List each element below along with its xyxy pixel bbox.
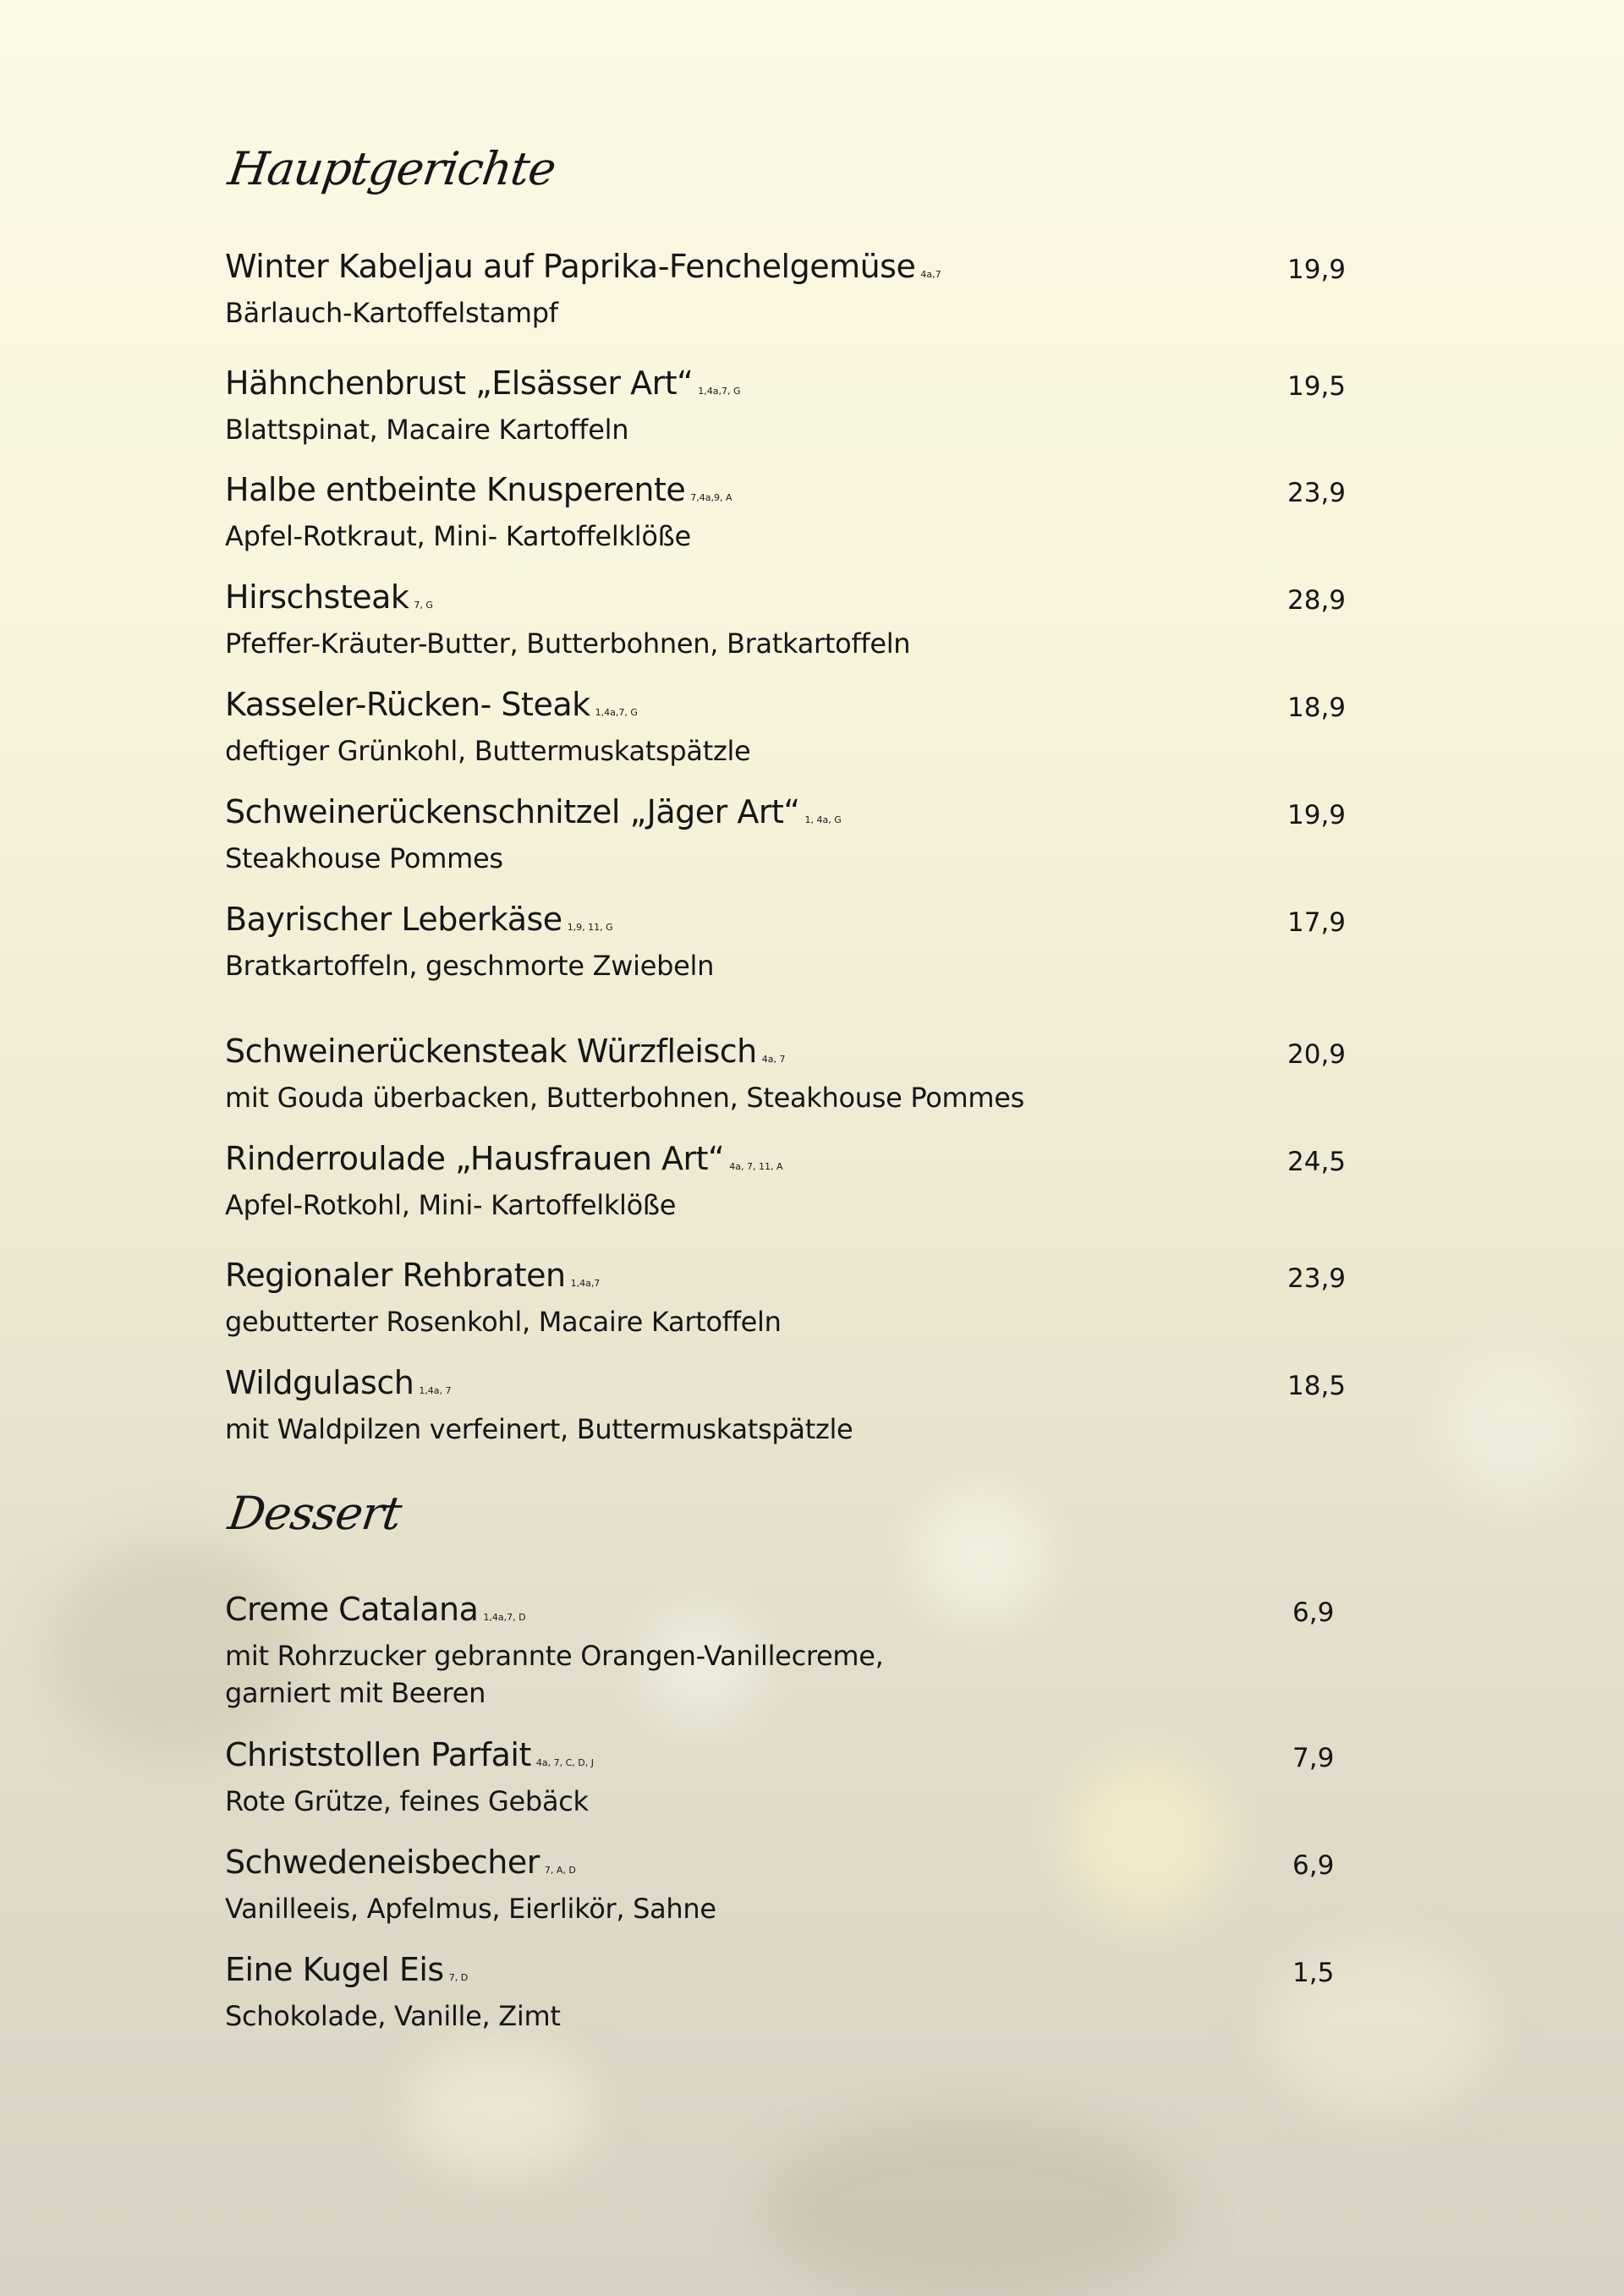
item-name [225,470,1350,518]
menu-item [225,1735,1350,1820]
item-title: Schweinerückensteak Würzfleisch [225,1033,757,1070]
menu-item [225,1139,1350,1224]
allergen-codes: 1,9, 11, G [567,922,613,933]
allergen-codes: 4a, 7, C, D, J [535,1757,594,1768]
allergen-codes: 1,4a,7 [570,1278,601,1289]
item-title: Halbe entbeinte Knusperente [225,471,686,508]
item-title: Creme Catalana [225,1591,479,1628]
item-price: 6,9 [1292,1850,1335,1881]
item-name [225,1139,1350,1186]
allergen-codes: 4a, 7, 11, A [729,1161,783,1172]
item-description: Pfeffer-Kräuter-Butter, Butterbohnen, Bratkartoffeln [225,627,911,660]
item-name [225,1256,1350,1303]
item-description-line2: garniert mit Beeren [225,1677,486,1709]
menu-item [225,578,1350,662]
item-price: 23,9 [1287,478,1347,508]
item-title: Wildgulasch [225,1364,414,1401]
menu-item [225,1363,1350,1448]
menu-item [225,247,1350,332]
menu-item [225,1843,1350,1927]
item-price: 18,5 [1287,1371,1347,1401]
allergen-codes: 7,4a,9, A [690,492,732,503]
item-price: 19,9 [1287,255,1347,285]
item-description: gebutterter Rosenkohl, Macaire Kartoffeln [225,1306,782,1338]
item-name [225,1843,1350,1890]
item-price: 28,9 [1287,585,1347,616]
allergen-codes: 1,4a,7, G [698,386,741,397]
allergen-codes: 4a,7 [920,269,941,280]
item-description: mit Waldpilzen verfeinert, Buttermuskatspätzle [225,1413,853,1445]
menu-item [225,792,1350,877]
item-title: Rinderroulade „Hausfrauen Art“ [225,1140,725,1177]
menu-item [225,364,1350,448]
allergen-codes: 1,4a,7, D [483,1612,526,1623]
item-price: 18,9 [1287,693,1347,723]
item-price: 24,5 [1287,1147,1347,1177]
item-name [225,1363,1350,1411]
item-price: 23,9 [1287,1263,1347,1294]
item-name [225,364,1350,411]
item-price: 19,9 [1287,800,1347,830]
allergen-codes: 7, G [414,600,433,611]
item-name [225,1590,1350,1637]
allergen-codes: 7, D [448,1972,469,1983]
item-price: 6,9 [1292,1597,1335,1628]
allergen-codes: 1, 4a, G [804,814,842,825]
item-price: 17,9 [1287,907,1347,938]
item-description: mit Rohrzucker gebrannte Orangen-Vanillecreme, [225,1640,884,1672]
menu-item [225,685,1350,770]
menu-item [225,1256,1350,1340]
item-price: 19,5 [1287,371,1347,402]
menu-item [225,900,1350,984]
menu-item [225,1590,1350,1712]
item-title: Schwedeneisbecher [225,1844,540,1881]
item-description: Apfel-Rotkraut, Mini- Kartoffelklöße [225,520,691,552]
item-description: Rote Grütze, feines Gebäck [225,1785,589,1817]
item-name [225,1950,1350,1997]
item-description: Bratkartoffeln, geschmorte Zwiebeln [225,950,715,982]
item-description: Bärlauch-Kartoffelstampf [225,297,558,329]
section-title-dessert: Dessert [225,1487,405,1540]
menu-item [225,1032,1350,1116]
item-price: 1,5 [1292,1958,1335,1988]
item-description: Vanilleeis, Apfelmus, Eierlikör, Sahne [225,1893,716,1925]
item-name [225,1735,1350,1783]
item-description: Schokolade, Vanille, Zimt [225,2000,561,2032]
item-description: Steakhouse Pommes [225,842,503,874]
allergen-codes: 7, A, D [544,1865,576,1876]
allergen-codes: 4a, 7 [761,1054,786,1065]
allergen-codes: 1,4a,7, G [595,707,638,718]
item-name [225,685,1350,732]
item-title: Winter Kabeljau auf Paprika-Fenchelgemüse [225,248,916,285]
item-name [225,900,1350,947]
item-description: Blattspinat, Macaire Kartoffeln [225,414,629,446]
item-title: Hähnchenbrust „Elsässer Art“ [225,364,694,402]
menu-item [225,1950,1350,2035]
item-title: Regionaler Rehbraten [225,1257,566,1294]
item-title: Christstollen Parfait [225,1736,531,1773]
item-title: Kasseler-Rücken- Steak [225,686,590,723]
item-price: 20,9 [1287,1039,1347,1070]
item-name [225,1032,1350,1079]
item-price: 7,9 [1292,1743,1335,1773]
menu-item [225,470,1350,555]
item-title: Schweinerückenschnitzel „Jäger Art“ [225,793,800,830]
item-description: mit Gouda überbacken, Butterbohnen, Steakhouse Pommes [225,1082,1025,1114]
item-title: Hirschsteak [225,578,409,616]
item-name [225,247,1350,294]
section-title-main: Hauptgerichte [225,142,559,195]
item-name [225,792,1350,840]
item-title: Bayrischer Leberkäse [225,901,562,938]
item-title: Eine Kugel Eis [225,1951,444,1988]
item-description: deftiger Grünkohl, Buttermuskatspätzle [225,735,751,767]
allergen-codes: 1,4a, 7 [419,1385,452,1396]
item-name [225,578,1350,625]
item-description: Apfel-Rotkohl, Mini- Kartoffelklöße [225,1189,677,1221]
